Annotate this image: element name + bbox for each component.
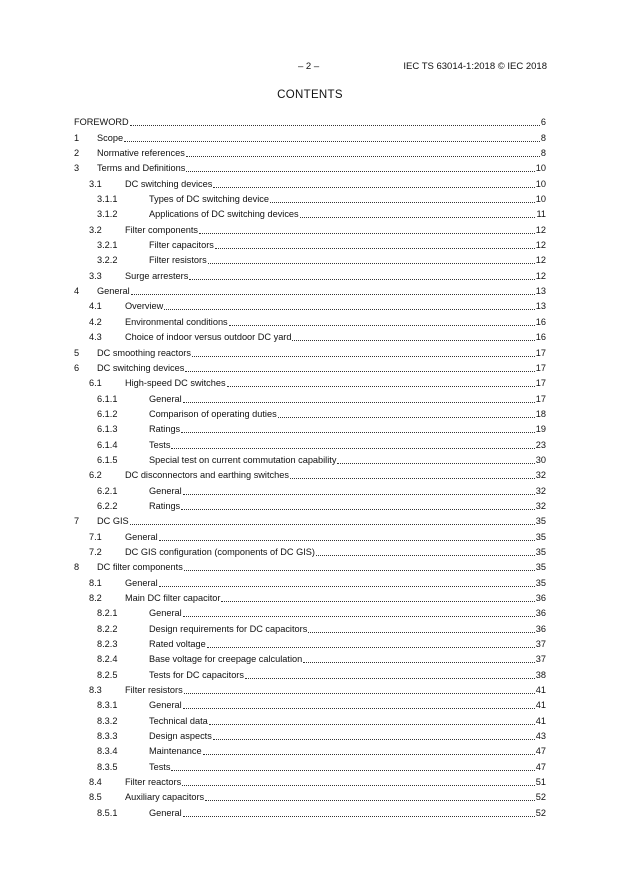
toc-entry-number: 6.2.1 — [97, 485, 118, 496]
toc-entry-title[interactable]: Base voltage for creepage calculation — [149, 654, 303, 665]
toc-entry-number: 8.2.2 — [97, 623, 118, 634]
toc-entry-page[interactable]: 35 — [535, 577, 546, 588]
toc-entry[interactable] — [74, 527, 546, 542]
toc-entry[interactable] — [74, 788, 546, 803]
toc-dot-leader — [308, 624, 534, 633]
toc-entry-page[interactable]: 51 — [535, 777, 546, 788]
toc-entry-title[interactable]: DC switching devices — [97, 362, 185, 373]
toc-entry-page[interactable]: 52 — [535, 807, 546, 818]
toc-entry-number: 8.5.1 — [97, 807, 118, 818]
toc-dot-leader — [215, 240, 535, 249]
toc-entry-number: 2 — [74, 148, 80, 159]
toc-entry-title[interactable]: Filter reactors — [125, 777, 182, 788]
toc-dot-leader — [199, 225, 535, 234]
toc-dot-leader — [270, 194, 535, 203]
toc-entry-number: 3.2.1 — [97, 240, 118, 251]
toc-entry-title[interactable]: General — [125, 531, 158, 542]
toc-entry-number: 7.1 — [89, 531, 102, 542]
toc-entry-number: 8 — [74, 562, 80, 573]
toc-entry-number: 8.2 — [89, 593, 102, 603]
toc-entry-title[interactable]: DC smoothing reactors — [97, 347, 191, 358]
toc-entry-title[interactable]: Ratings — [149, 500, 181, 511]
toc-entry-title[interactable]: Environmental conditions — [125, 316, 228, 327]
toc-entry-page[interactable]: 32 — [535, 485, 546, 496]
toc-dot-leader — [245, 670, 535, 679]
toc-entry-page[interactable]: 23 — [535, 439, 546, 450]
toc-entry-number: 8.3.3 — [97, 731, 118, 742]
toc-entry-number: 4.1 — [89, 301, 102, 312]
toc-entry[interactable] — [74, 512, 546, 527]
toc-entry-page[interactable]: 32 — [535, 500, 546, 511]
toc-entry-title[interactable]: Terms and Definitions — [97, 163, 186, 174]
toc-dot-leader — [183, 394, 535, 403]
toc-entry-title[interactable]: Tests — [149, 761, 171, 772]
table-of-contents — [74, 113, 546, 819]
toc-entry-page[interactable]: 37 — [535, 639, 546, 650]
toc-dot-leader — [183, 700, 535, 709]
toc-entry-number: 6.2 — [89, 470, 102, 481]
toc-entry-page[interactable]: 17 — [535, 378, 546, 389]
toc-entry[interactable] — [74, 359, 546, 374]
toc-entry-number: 8.1 — [89, 577, 102, 588]
toc-entry-number: 8.3 — [89, 685, 102, 696]
toc-entry[interactable] — [74, 773, 546, 788]
toc-dot-leader — [182, 777, 535, 786]
toc-entry-number: 3.2 — [89, 224, 102, 235]
toc-entry[interactable] — [74, 466, 546, 481]
toc-dot-leader — [189, 271, 534, 280]
standard-reference: IEC TS 63014-1:2018 © IEC 2018 — [403, 61, 547, 72]
toc-entry-title[interactable]: Rated voltage — [149, 639, 206, 650]
toc-dot-leader — [184, 562, 535, 571]
toc-entry-number: 3.1 — [89, 178, 102, 189]
toc-entry-title[interactable]: Filter resistors — [149, 255, 207, 266]
page-header — [0, 61, 620, 75]
toc-dot-leader — [192, 348, 535, 357]
toc-entry-number: 3.1.1 — [97, 194, 118, 205]
toc-dot-leader — [207, 639, 535, 648]
toc-dot-leader — [164, 301, 534, 310]
toc-entry-number: 4 — [74, 286, 80, 297]
toc-entry-page[interactable]: 12 — [535, 255, 546, 266]
toc-entry[interactable] — [74, 297, 546, 312]
toc-entry-page[interactable]: 35 — [535, 531, 546, 542]
toc-entry-page[interactable]: 41 — [535, 700, 546, 711]
toc-dot-leader — [205, 792, 535, 801]
toc-entry-title[interactable]: Overview — [125, 301, 164, 312]
toc-entry[interactable] — [74, 742, 546, 757]
toc-entry-title[interactable]: Auxiliary capacitors — [125, 792, 205, 803]
toc-entry[interactable] — [74, 619, 546, 634]
toc-entry[interactable] — [74, 312, 546, 327]
toc-dot-leader — [278, 409, 535, 418]
toc-entry-number: 6.1.5 — [97, 454, 118, 465]
toc-entry-number: 6.1.3 — [97, 424, 118, 435]
toc-entry-title[interactable]: Tests — [149, 439, 171, 450]
toc-entry[interactable] — [74, 251, 546, 266]
toc-entry-page[interactable]: 8 — [540, 148, 546, 159]
toc-dot-leader — [221, 593, 534, 602]
toc-entry-page[interactable]: 18 — [535, 408, 546, 419]
toc-entry[interactable] — [74, 481, 546, 496]
toc-entry-page[interactable]: 35 — [535, 562, 546, 573]
toc-entry[interactable] — [74, 282, 546, 297]
toc-entry-page[interactable]: 47 — [535, 761, 546, 772]
toc-entry-number: 3.1.2 — [97, 209, 118, 220]
toc-dot-leader — [292, 332, 534, 341]
page-number: – 2 – — [298, 61, 320, 72]
toc-entry-title[interactable]: Filter components — [125, 224, 199, 235]
toc-dot-leader — [213, 731, 535, 740]
toc-entry[interactable] — [74, 803, 546, 818]
toc-entry-title[interactable]: FOREWORD — [74, 117, 129, 128]
toc-entry[interactable] — [74, 757, 546, 772]
toc-entry-title[interactable]: General — [125, 577, 158, 588]
toc-entry-page[interactable]: 36 — [535, 608, 546, 619]
toc-entry[interactable] — [74, 727, 546, 742]
toc-entry-number: 3.3 — [89, 270, 102, 281]
toc-entry-number: 6.1.2 — [97, 408, 118, 419]
toc-entry[interactable] — [74, 497, 546, 512]
toc-entry-title[interactable]: Normative references — [97, 148, 185, 159]
toc-entry-number: 4.3 — [89, 332, 102, 343]
toc-entry-page[interactable]: 13 — [535, 301, 546, 312]
toc-entry[interactable] — [74, 451, 546, 466]
toc-entry-title[interactable]: DC disconnectors and earthing switches — [125, 470, 289, 481]
toc-entry[interactable] — [74, 374, 546, 389]
toc-entry-page[interactable]: 38 — [535, 669, 546, 680]
toc-entry-number: 6.2.2 — [97, 500, 118, 511]
toc-dot-leader — [159, 578, 535, 587]
toc-entry-page[interactable]: 36 — [535, 593, 546, 603]
toc-dot-leader — [213, 179, 534, 188]
toc-entry[interactable] — [74, 665, 546, 680]
toc-entry-number: 8.3.2 — [97, 715, 118, 726]
toc-dot-leader — [208, 255, 535, 264]
toc-entry-title[interactable]: Maintenance — [149, 746, 202, 757]
toc-entry-page[interactable]: 12 — [535, 270, 546, 281]
toc-entry-title[interactable]: Tests for DC capacitors — [149, 669, 244, 680]
toc-entry-page[interactable]: 8 — [540, 132, 546, 143]
toc-dot-leader — [171, 762, 534, 771]
toc-entry[interactable] — [74, 696, 546, 711]
toc-entry-title[interactable]: General — [149, 393, 182, 404]
toc-entry-page[interactable]: 52 — [535, 792, 546, 803]
toc-dot-leader — [300, 209, 536, 218]
toc-entry[interactable] — [74, 573, 546, 588]
toc-entry[interactable] — [74, 128, 546, 143]
toc-dot-leader — [183, 486, 535, 495]
toc-entry-page[interactable]: 17 — [535, 362, 546, 373]
toc-entry-page[interactable]: 12 — [535, 240, 546, 251]
toc-entry[interactable] — [74, 266, 546, 281]
toc-entry[interactable] — [74, 635, 546, 650]
toc-dot-leader — [337, 455, 534, 464]
toc-entry-number: 6 — [74, 362, 80, 373]
toc-entry-title[interactable]: Filter resistors — [125, 685, 183, 696]
toc-entry[interactable] — [74, 328, 546, 343]
toc-dot-leader — [130, 516, 535, 525]
toc-dot-leader — [159, 532, 535, 541]
toc-entry-title[interactable]: Ratings — [149, 424, 181, 435]
toc-entry-page[interactable]: 35 — [535, 546, 546, 557]
toc-entry-title[interactable]: General — [149, 700, 182, 711]
toc-entry-number: 8.2.1 — [97, 608, 118, 619]
toc-dot-leader — [227, 378, 535, 387]
toc-entry[interactable] — [74, 420, 546, 435]
toc-entry-number: 6.1 — [89, 378, 102, 389]
toc-entry[interactable] — [74, 650, 546, 665]
toc-entry[interactable] — [74, 405, 546, 420]
toc-dot-leader — [171, 440, 534, 449]
toc-dot-leader — [131, 286, 535, 295]
toc-entry-number: 8.2.5 — [97, 669, 118, 680]
toc-dot-leader — [183, 808, 535, 817]
toc-entry-title[interactable]: General — [149, 608, 182, 619]
toc-entry[interactable] — [74, 604, 546, 619]
toc-entry-number: 5 — [74, 347, 80, 358]
toc-entry[interactable] — [74, 543, 546, 558]
toc-entry-title[interactable]: Special test on current commutation capability — [149, 454, 337, 465]
toc-entry-title[interactable]: Choice of indoor versus outdoor DC yard — [125, 332, 292, 343]
toc-dot-leader — [209, 716, 535, 725]
toc-entry[interactable] — [74, 220, 546, 235]
contents-heading — [0, 89, 620, 101]
toc-entry-title[interactable]: Technical data — [149, 715, 208, 726]
toc-dot-leader — [183, 608, 535, 617]
toc-dot-leader — [124, 133, 540, 142]
toc-dot-leader — [181, 424, 535, 433]
toc-entry[interactable] — [74, 144, 546, 159]
toc-entry-page[interactable]: 19 — [535, 424, 546, 435]
toc-dot-leader — [290, 470, 535, 479]
toc-entry-number: 3 — [74, 163, 80, 174]
toc-entry-page[interactable]: 16 — [535, 316, 546, 327]
toc-entry-page[interactable]: 30 — [535, 454, 546, 465]
toc-entry-number: 7 — [74, 516, 80, 527]
toc-entry-number: 7.2 — [89, 546, 102, 557]
toc-entry-page[interactable]: 6 — [540, 117, 546, 128]
toc-dot-leader — [186, 163, 534, 172]
toc-entry[interactable] — [74, 174, 546, 189]
toc-entry-title[interactable]: General — [149, 485, 182, 496]
toc-entry-title[interactable]: Main DC filter capacitor — [125, 593, 221, 603]
toc-entry-page[interactable]: 17 — [535, 393, 546, 404]
toc-entry-title[interactable]: Comparison of operating duties — [149, 408, 277, 419]
toc-entry-number: 8.3.4 — [97, 746, 118, 757]
toc-entry-page[interactable]: 35 — [535, 516, 546, 527]
toc-entry-number: 8.2.4 — [97, 654, 118, 665]
toc-entry[interactable] — [74, 558, 546, 573]
toc-entry[interactable] — [74, 343, 546, 358]
toc-entry-title[interactable]: DC GIS configuration (components of DC GIS) — [125, 546, 315, 557]
toc-entry[interactable] — [74, 236, 546, 251]
toc-entry-page[interactable]: 13 — [535, 286, 546, 297]
toc-dot-leader — [186, 148, 540, 157]
toc-dot-leader — [185, 363, 534, 372]
toc-entry-number: 6.1.4 — [97, 439, 118, 450]
toc-dot-leader — [184, 685, 535, 694]
toc-entry-title[interactable]: Design requirements for DC capacitors — [149, 623, 308, 634]
toc-entry-page[interactable]: 41 — [535, 685, 546, 696]
contents-title: CONTENTS — [277, 89, 343, 101]
toc-entry-number: 8.3.5 — [97, 761, 118, 772]
toc-entry-page[interactable]: 16 — [535, 332, 546, 343]
toc-entry[interactable] — [74, 681, 546, 696]
toc-entry-page[interactable]: 36 — [535, 623, 546, 634]
toc-entry-page[interactable]: 10 — [535, 194, 546, 205]
toc-entry-page[interactable]: 32 — [535, 470, 546, 481]
toc-entry[interactable] — [74, 435, 546, 450]
toc-entry-title[interactable]: High-speed DC switches — [125, 378, 226, 389]
toc-entry-title[interactable]: Types of DC switching device — [149, 194, 269, 205]
toc-entry-title[interactable]: DC switching devices — [125, 178, 213, 189]
toc-entry-page[interactable]: 41 — [535, 715, 546, 726]
toc-entry[interactable] — [74, 205, 546, 220]
toc-dot-leader — [181, 501, 535, 510]
toc-entry-number: 3.2.2 — [97, 255, 118, 266]
toc-entry-title[interactable]: Applications of DC switching devices — [149, 209, 299, 220]
toc-entry-number: 6.1.1 — [97, 393, 118, 404]
toc-entry-page[interactable]: 43 — [535, 731, 546, 742]
toc-entry-page[interactable]: 17 — [535, 347, 546, 358]
toc-entry-title[interactable]: Design aspects — [149, 731, 212, 742]
toc-entry-page[interactable]: 37 — [535, 654, 546, 665]
toc-entry-title[interactable]: Filter capacitors — [149, 240, 214, 251]
toc-dot-leader — [130, 117, 540, 126]
toc-entry-title[interactable]: General — [149, 807, 182, 818]
toc-entry-page[interactable]: 10 — [535, 163, 546, 174]
toc-entry-page[interactable]: 10 — [535, 178, 546, 189]
toc-entry[interactable] — [74, 159, 546, 174]
toc-entry[interactable] — [74, 389, 546, 404]
toc-entry-number: 8.4 — [89, 777, 102, 788]
toc-entry[interactable] — [74, 190, 546, 205]
toc-entry-title[interactable]: Surge arresters — [125, 270, 189, 281]
toc-entry-title[interactable]: Scope — [97, 132, 124, 143]
toc-dot-leader — [229, 317, 535, 326]
toc-entry-page[interactable]: 47 — [535, 746, 546, 757]
toc-dot-leader — [303, 654, 535, 663]
toc-dot-leader — [316, 547, 535, 556]
toc-entry-number: 8.5 — [89, 792, 102, 803]
toc-entry[interactable] — [74, 589, 546, 604]
toc-entry-page[interactable]: 11 — [536, 209, 546, 220]
toc-dot-leader — [203, 746, 535, 755]
toc-entry-page[interactable]: 12 — [535, 224, 546, 235]
toc-entry[interactable] — [74, 711, 546, 726]
toc-entry-number: 8.3.1 — [97, 700, 118, 711]
toc-entry[interactable] — [74, 113, 546, 128]
toc-entry-number: 4.2 — [89, 316, 102, 327]
toc-entry-title[interactable]: DC filter components — [97, 562, 183, 573]
toc-entry-title[interactable]: DC GIS — [97, 516, 129, 527]
toc-entry-number: 1 — [74, 132, 80, 143]
toc-entry-title[interactable]: General — [97, 286, 130, 297]
toc-entry-number: 8.2.3 — [97, 639, 118, 650]
